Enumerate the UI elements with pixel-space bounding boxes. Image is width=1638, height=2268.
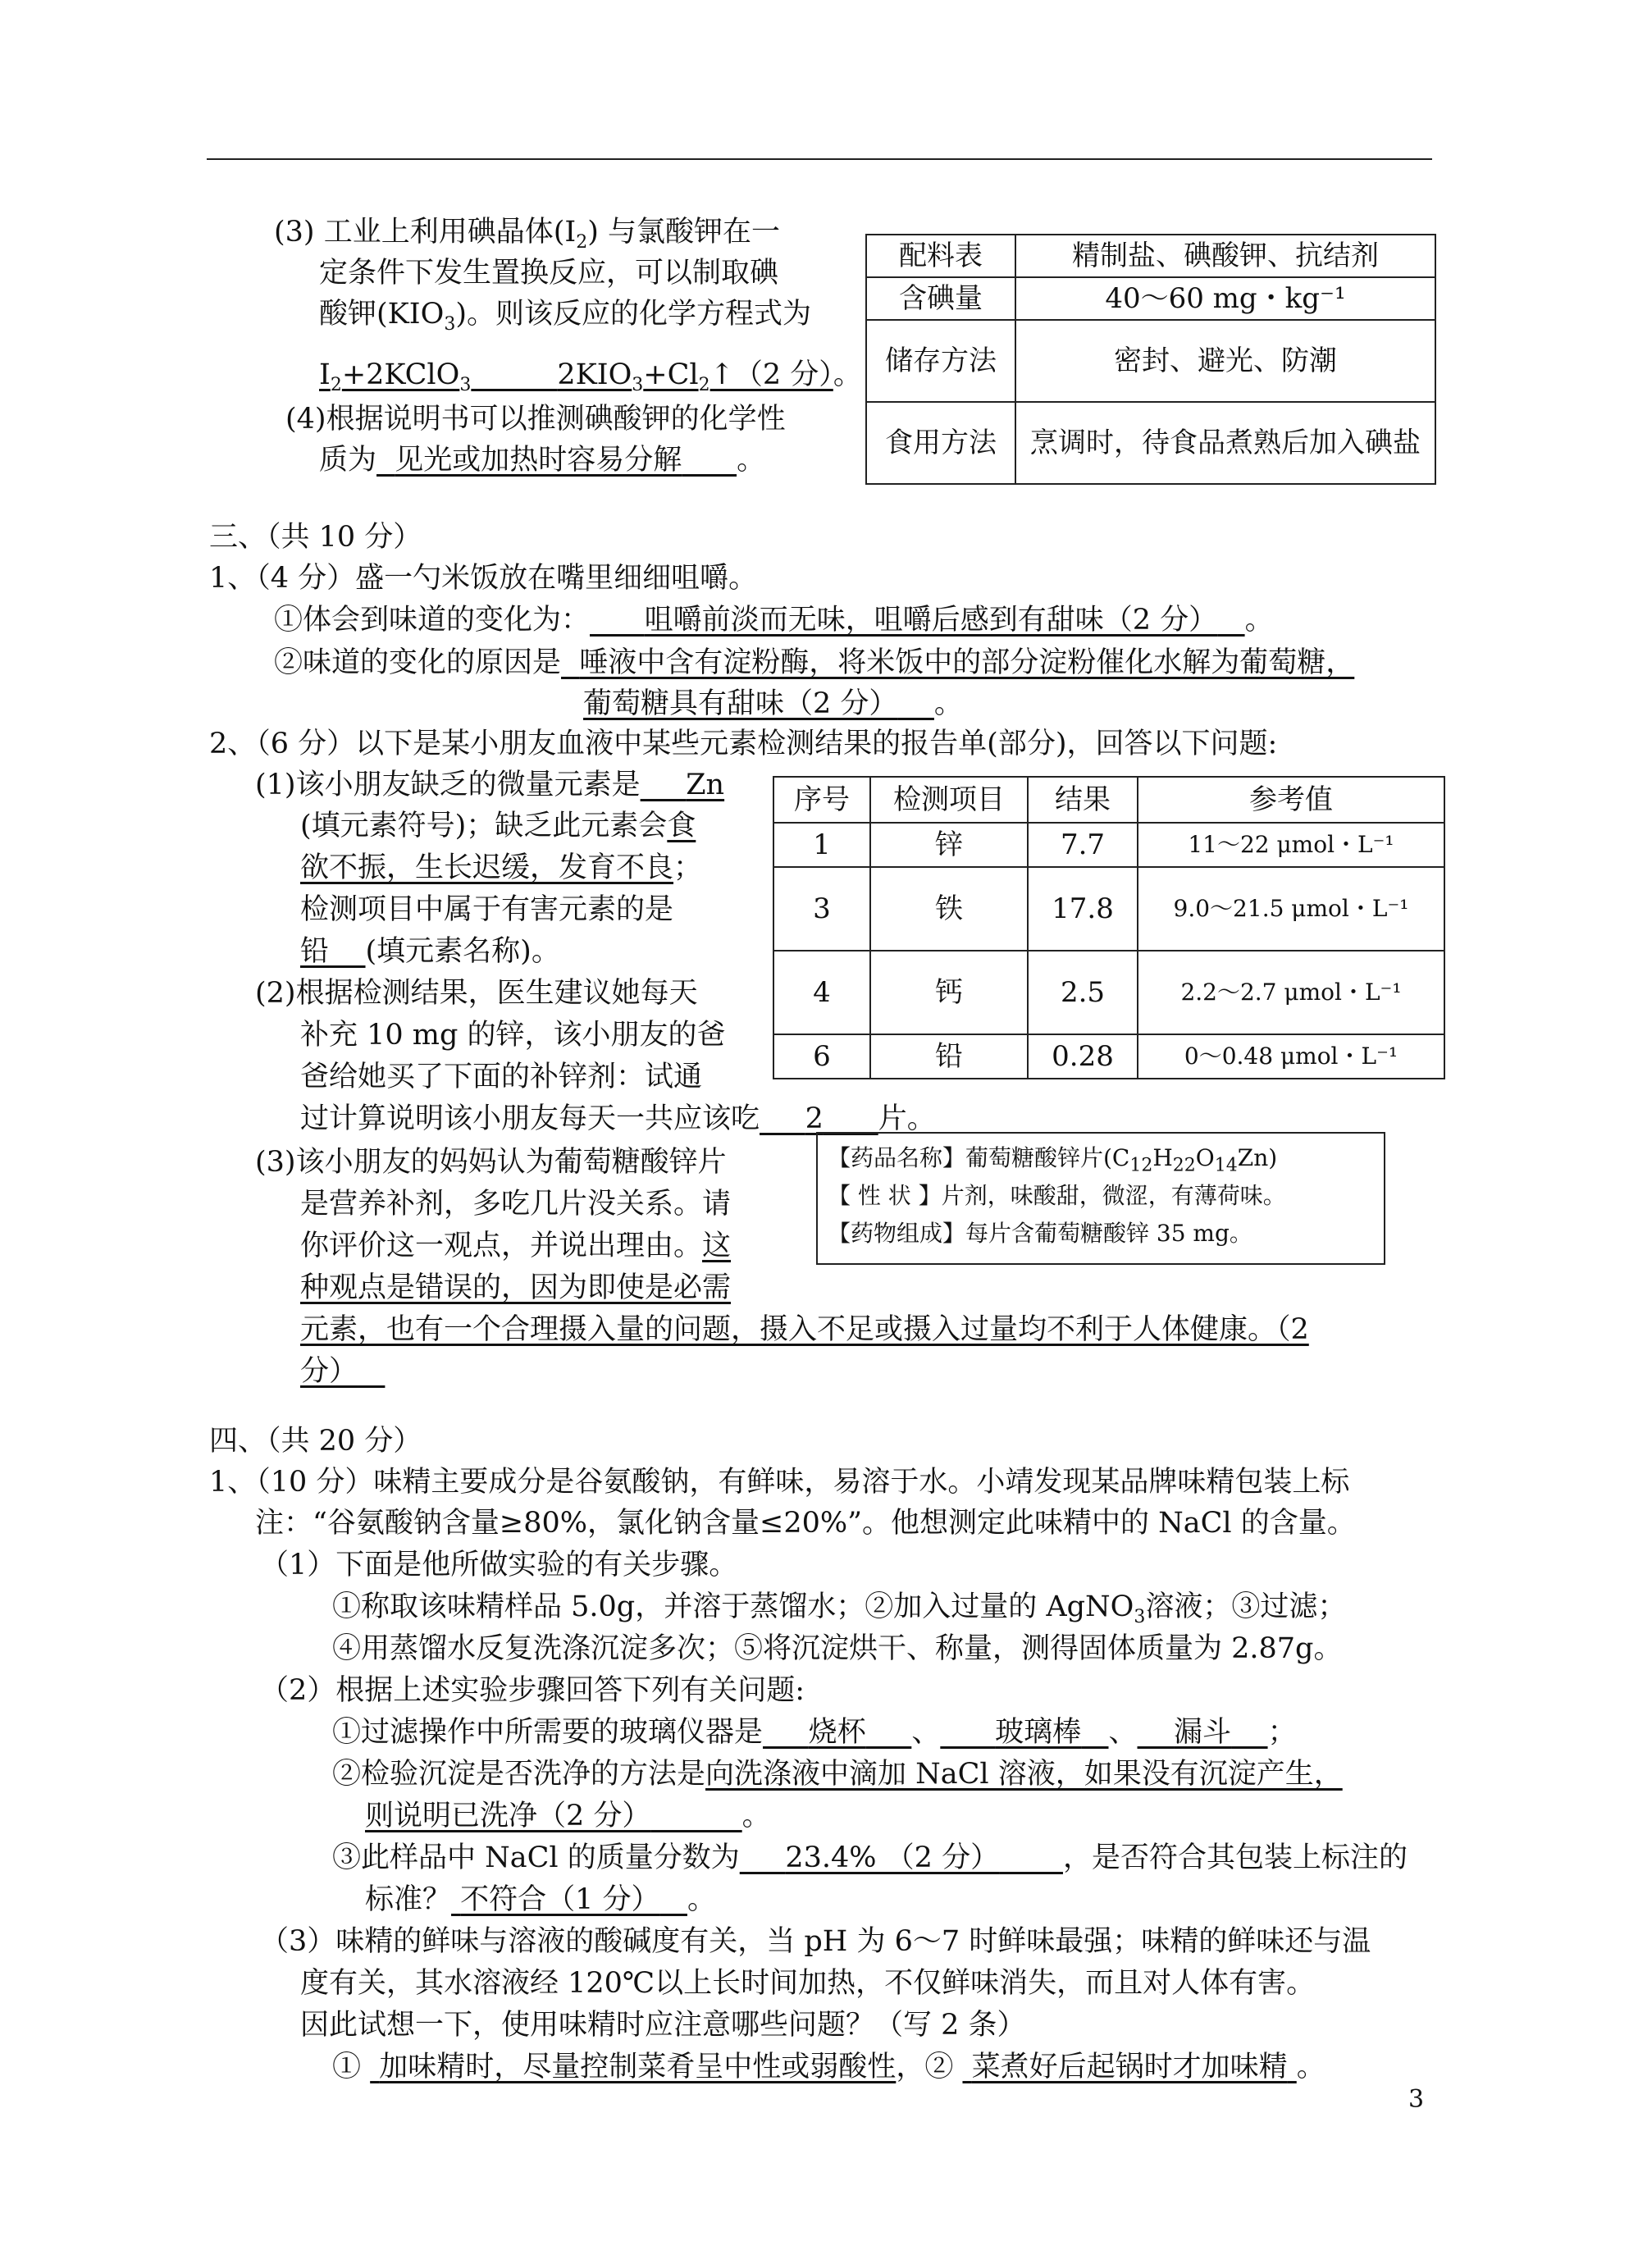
s4-s1: （1）下面是他所做实验的有关步骤。 <box>260 1549 738 1581</box>
s3-q1: 1、（4 分）盛一勺米饭放在嘴里细细咀嚼。 <box>209 562 758 595</box>
s3-q1a: ①体会到味道的变化为： 咀嚼前淡而无味，咀嚼后感到有甜味（2 分） 。 <box>274 604 1274 637</box>
s4-s2: （2）根据上述实验步骤回答下列有关问题: <box>260 1674 805 1707</box>
table-cell: 1 <box>773 823 870 867</box>
s3-q1b-cont: 葡萄糖具有甜味（2 分） 。 <box>583 687 963 720</box>
table-header: 序号 <box>773 777 870 823</box>
salt-table-label: 储存方法 <box>866 320 1015 402</box>
salt-table-label: 食用方法 <box>866 402 1015 484</box>
s3-q2-1a: (1)该小朋友缺乏的微量元素是 Zn <box>255 769 725 801</box>
q3-line1: (3) 工业上利用碘晶体$(I_2)$ 与氯酸钾在一 <box>274 216 780 253</box>
s4-s3c: 因此试想一下，使用味精时应注意哪些问题？（写 2 条） <box>300 2009 1026 2042</box>
table-cell: 0.28 <box>1028 1034 1138 1079</box>
header-rule <box>207 158 1432 160</box>
drug-composition-line: 【药物组成】每片含葡萄糖酸锌 35 mg。 <box>828 1220 1252 1247</box>
s3-q2-1b: (填元素符号)；缺乏此元素会食 <box>300 810 696 842</box>
salt-table-label: 配料表 <box>866 235 1015 277</box>
s3-q2-2a: (2)根据检测结果，医生建议她每天 <box>255 977 698 1010</box>
s3-q2-3c: 你评价这一观点，并说出理由。这 <box>300 1230 732 1262</box>
salt-table-value: 精制盐、碘酸钾、抗结剂 <box>1015 235 1435 277</box>
drug-property-line: 【 性 状 】片剂，味酸甜，微涩，有薄荷味。 <box>828 1182 1286 1209</box>
salt-table-value: 烹调时，待食品煮熟后加入碘盐 <box>1015 402 1435 484</box>
blood-test-table <box>773 776 1445 1079</box>
section3-heading: 三、（共 10 分） <box>209 521 422 554</box>
table-cell: 7.7 <box>1028 823 1138 867</box>
s3-q2-3a: (3)该小朋友的妈妈认为葡萄糖酸锌片 <box>255 1146 727 1179</box>
table-header: 结果 <box>1028 777 1138 823</box>
drug-name-line: 【药品名称】葡萄糖酸锌片$(C_{12}H_{22}O_{14}Zn)$ <box>828 1144 1278 1176</box>
table-cell: 2.5 <box>1028 951 1138 1034</box>
s4-s2b-cont: 则说明已洗净（2 分） 。 <box>365 1800 771 1832</box>
s4-s2b: ②检验沉淀是否洗净的方法是向洗涤液中滴加 NaCl 溶液，如果没有沉淀产生， <box>332 1758 1343 1791</box>
table-cell: 3 <box>773 867 870 951</box>
s3-q2: 2、（6 分）以下是某小朋友血液中某些元素检测结果的报告单(部分)，回答以下问题: <box>209 728 1278 760</box>
s3-q2-3b: 是营养补剂，多吃几片没关系。请 <box>300 1188 732 1221</box>
s3-q2-3f: 分） <box>300 1355 358 1388</box>
q3-line3: 酸钾$(KIO_3)$。则该反应的化学方程式为 <box>319 298 811 335</box>
table-cell: 6 <box>773 1034 870 1079</box>
s4-s3d: ① 加味精时，尽量控制菜肴呈中性或弱酸性，② 菜煮好后起锅时才加味精 。 <box>332 2051 1325 2083</box>
q4-line1: (4)根据说明书可以推测碘酸钾的化学性 <box>285 403 786 436</box>
table-cell: 11～22 μmol・L⁻¹ <box>1138 823 1444 867</box>
salt-info-table <box>865 234 1436 485</box>
q3-line2: 定条件下发生置换反应，可以制取碘 <box>319 257 779 290</box>
page-number: 3 <box>1408 2085 1425 2114</box>
s3-q2-1d: 检测项目中属于有害元素的是 <box>300 893 674 926</box>
s4-s3a: （3）味精的鲜味与溶液的酸碱度有关，当 pH 为 6～7 时鲜味最强；味精的鲜味还与温 <box>260 1925 1371 1958</box>
table-cell: 铁 <box>870 867 1028 951</box>
s3-q2-2b: 补充 10 mg 的锌，该小朋友的爸 <box>300 1019 726 1052</box>
section4-heading: 四、（共 20 分） <box>209 1425 422 1458</box>
s4-s1a: ①称取该味精样品 5.0g，并溶于蒸馏水；②加入过量的 AgNO$_3$溶液；③过滤； <box>332 1590 1347 1627</box>
table-cell: 铅 <box>870 1034 1028 1079</box>
table-header: 参考值 <box>1138 777 1444 823</box>
table-cell: 锌 <box>870 823 1028 867</box>
s3-q1b: ②味道的变化的原因是 唾液中含有淀粉酶，将米饭中的部分淀粉催化水解为葡萄糖， <box>274 646 1355 679</box>
q3-equation: $I_2+2KClO_3$ $2KIO_3+Cl_2↑(2$ 分）。 <box>319 358 862 395</box>
s3-q2-1e: 铅 (填元素名称)。 <box>300 935 560 968</box>
table-header: 检测项目 <box>870 777 1028 823</box>
table-cell: 钙 <box>870 951 1028 1034</box>
table-cell: 2.2～2.7 μmol・L⁻¹ <box>1138 951 1444 1034</box>
s4-s2a: ①过滤操作中所需要的玻璃仪器是 烧杯 、 玻璃棒 、 漏斗 ； <box>332 1716 1297 1749</box>
table-cell: 0～0.48 μmol・L⁻¹ <box>1138 1034 1444 1079</box>
s4-s2c2: 标准？ 不符合（1 分） 。 <box>365 1883 716 1916</box>
s4-q1a: 1、（10 分）味精主要成分是谷氨酸钠，有鲜味，易溶于水。小靖发现某品牌味精包装上标 <box>209 1466 1350 1499</box>
drug-info-box <box>816 1132 1385 1265</box>
table-cell: 17.8 <box>1028 867 1138 951</box>
salt-table-value: 40～60 mg・kg⁻¹ <box>1015 277 1435 320</box>
s3-q2-2d: 过计算说明该小朋友每天一共应该吃 2 片。 <box>300 1102 936 1135</box>
table-cell: 9.0～21.5 μmol・L⁻¹ <box>1138 867 1444 951</box>
s4-s2c: ③此样品中 NaCl 的质量分数为 23.4% （2 分） ，是否符合其包装上标注的 <box>332 1841 1408 1874</box>
q4-line2: 质为 见光或加热时容易分解 。 <box>319 444 766 477</box>
s4-s1b: ④用蒸馏水反复洗涤沉淀多次；⑤将沉淀烘干、称量，测得固体质量为 2.87g。 <box>332 1632 1343 1665</box>
s3-q2-3e: 元素，也有一个合理摄入量的问题，摄入不足或摄入过量均不利于人体健康。（2 <box>300 1313 1309 1346</box>
table-cell: 4 <box>773 951 870 1034</box>
s3-q2-3d: 种观点是错误的，因为即使是必需 <box>300 1271 732 1304</box>
s3-q2-1c: 欲不振，生长迟缓，发育不良； <box>300 851 703 884</box>
salt-table-value: 密封、避光、防潮 <box>1015 320 1435 402</box>
salt-table-label: 含碘量 <box>866 277 1015 320</box>
s3-q2-2c: 爸给她买了下面的补锌剂：试通 <box>300 1061 703 1093</box>
s4-s3b: 度有关，其水溶液经 120℃以上长时间加热，不仅鲜味消失，而且对人体有害。 <box>300 1967 1316 2000</box>
s4-q1b: 注：“谷氨酸钠含量≥80%，氯化钠含量≤20%”。他想测定此味精中的 NaCl 的含量。 <box>255 1507 1356 1540</box>
